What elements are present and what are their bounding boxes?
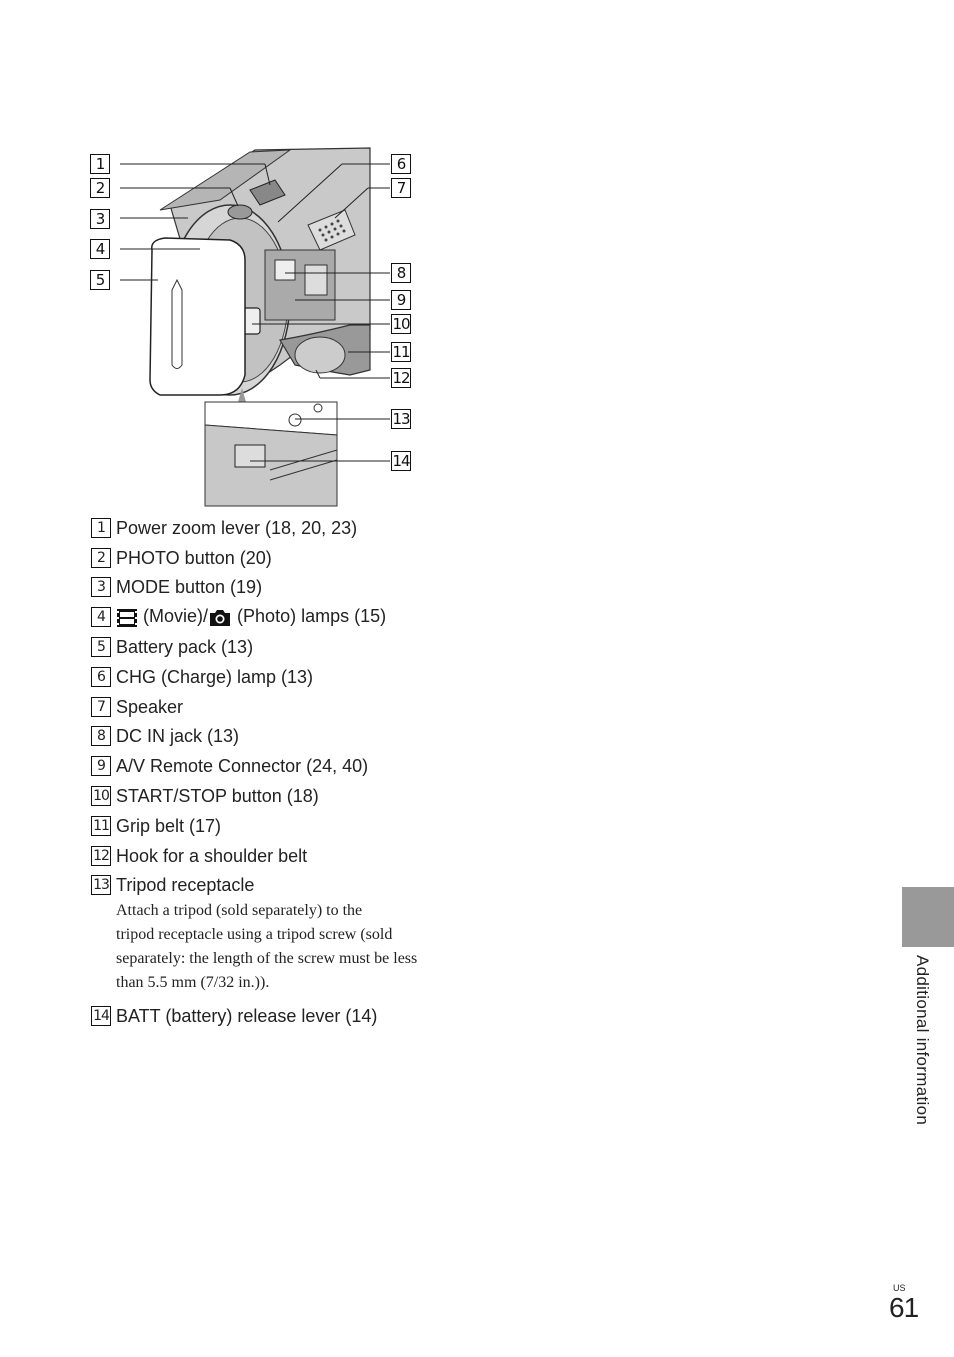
item-label: Power zoom lever (18, 20, 23) — [116, 517, 358, 538]
item-number: 11 — [91, 816, 111, 836]
description-line: Attach a tripod (sold separately) to the — [116, 902, 363, 919]
photo-lamp-text: (Photo) lamps (15) — [237, 606, 387, 627]
callout-8: 8 — [391, 263, 411, 283]
list-item — [91, 874, 254, 896]
callout-12: 12 — [392, 369, 410, 387]
item-label: Hook for a shoulder belt — [116, 845, 308, 866]
list-item — [91, 606, 386, 628]
list-item — [91, 725, 239, 747]
item-label: Speaker — [116, 696, 184, 717]
item-label: MODE button (19) — [116, 576, 263, 597]
callout-13: 13 — [392, 410, 410, 428]
list-item — [91, 696, 183, 718]
item-label: START/STOP button (18) — [116, 785, 319, 806]
item-label: DC IN jack (13) — [116, 725, 240, 746]
item-label: Grip belt (17) — [116, 815, 222, 836]
item-label: BATT (battery) release lever (14) — [116, 1005, 378, 1026]
callout-9: 9 — [391, 290, 411, 310]
movie-lamp-text: (Movie)/ — [143, 606, 209, 627]
callout-10: 10 — [392, 315, 410, 333]
item-number: 10 — [91, 786, 111, 806]
list-item — [91, 576, 262, 598]
list-item — [91, 815, 221, 837]
item-number: 2 — [91, 548, 111, 568]
callout-3: 3 — [90, 209, 110, 229]
description-line: tripod receptacle using a tripod screw (sold — [116, 926, 393, 943]
item-label: Battery pack (13) — [116, 636, 254, 657]
item-number: 4 — [91, 607, 111, 627]
photo-camera-icon — [208, 608, 232, 628]
callout-7: 7 — [391, 178, 411, 198]
list-item — [91, 666, 313, 688]
item-number: 7 — [91, 697, 111, 717]
callout-1: 1 — [90, 154, 110, 174]
section-label: Additional information — [913, 955, 932, 1126]
list-item — [91, 517, 357, 539]
item-number: 14 — [91, 1006, 111, 1026]
item-label: CHG (Charge) lamp (13) — [116, 666, 314, 687]
camcorder-illustration — [80, 140, 420, 510]
item-number: 12 — [91, 846, 111, 866]
item-label: Tripod receptacle — [116, 874, 255, 895]
list-item — [91, 1005, 377, 1027]
callout-2: 2 — [90, 178, 110, 198]
region-code: US — [893, 1283, 906, 1293]
item-number: 3 — [91, 577, 111, 597]
callout-4: 4 — [90, 239, 110, 259]
callout-5: 5 — [90, 270, 110, 290]
item-number: 9 — [91, 756, 111, 776]
item-label: PHOTO button (20) — [116, 547, 272, 568]
description-line: separately: the length of the screw must be less — [116, 950, 418, 967]
list-item — [91, 755, 368, 777]
callout-14: 14 — [392, 452, 410, 470]
section-tab-marker — [902, 887, 954, 947]
item-number: 1 — [91, 518, 111, 538]
list-item — [91, 845, 307, 867]
tripod-description — [116, 899, 466, 995]
list-item — [91, 636, 253, 658]
movie-icon — [116, 608, 138, 628]
callout-6: 6 — [391, 154, 411, 174]
item-number: 8 — [91, 726, 111, 746]
camcorder-figure — [80, 140, 420, 510]
item-label — [116, 606, 386, 627]
item-label: A/V Remote Connector (24, 40) — [116, 755, 369, 776]
list-item — [91, 547, 272, 569]
callout-11: 11 — [392, 343, 410, 361]
list-item — [91, 785, 319, 807]
item-number: 5 — [91, 637, 111, 657]
page-number: 61 — [889, 1292, 919, 1323]
description-line: than 5.5 mm (7/32 in.)). — [116, 974, 270, 991]
item-number: 6 — [91, 667, 111, 687]
item-number: 13 — [91, 875, 111, 895]
